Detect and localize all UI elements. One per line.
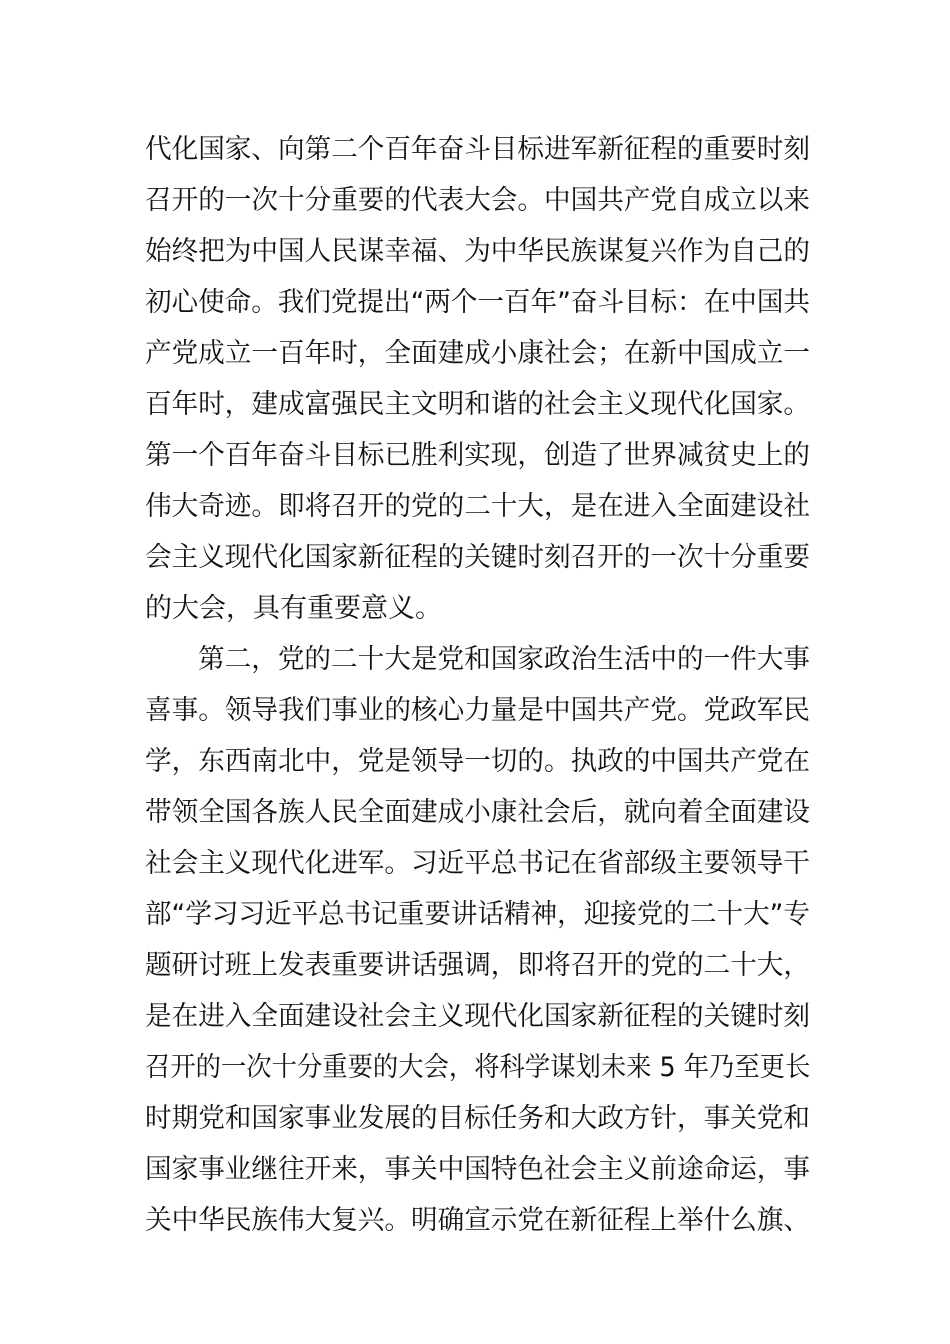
text-line: 产党成立一百年时，全面建成小康社会；在新中国成立一 bbox=[145, 338, 810, 369]
text-line: 题研讨班上发表重要讲话强调，即将召开的党的二十大， bbox=[145, 950, 810, 981]
text-line: 社会主义现代化进军。习近平总书记在省部级主要领导干 bbox=[145, 848, 810, 879]
text-line: 第一个百年奋斗目标已胜利实现，创造了世界减贫史上的 bbox=[145, 440, 810, 471]
text-line: 部“学习习近平总书记重要讲话精神，迎接党的二十大”专 bbox=[145, 899, 810, 930]
text-line: 学，东西南北中，党是领导一切的。执政的中国共产党在 bbox=[145, 746, 810, 777]
text-line: 带领全国各族人民全面建成小康社会后，就向着全面建设 bbox=[145, 797, 810, 828]
text-line: 会主义现代化国家新征程的关键时刻召开的一次十分重要 bbox=[145, 542, 810, 573]
text-line: 百年时，建成富强民主文明和谐的社会主义现代化国家。 bbox=[145, 389, 810, 420]
text-line: 的大会，具有重要意义。 bbox=[145, 593, 442, 624]
text-line: 代化国家、向第二个百年奋斗目标进军新征程的重要时刻 bbox=[145, 134, 810, 165]
text-line: 时期党和国家事业发展的目标任务和大政方针，事关党和 bbox=[145, 1103, 810, 1134]
paragraph-start-line: 第二，党的二十大是党和国家政治生活中的一件大事 bbox=[198, 644, 810, 675]
text-line: 召开的一次十分重要的代表大会。中国共产党自成立以来 bbox=[145, 185, 810, 216]
text-line: 是在进入全面建设社会主义现代化国家新征程的关键时刻 bbox=[145, 1001, 810, 1032]
text-line: 初心使命。我们党提出“两个一百年”奋斗目标：在中国共 bbox=[145, 287, 810, 318]
text-line: 国家事业继往开来，事关中国特色社会主义前途命运，事 bbox=[145, 1154, 810, 1185]
text-line: 伟大奇迹。即将召开的党的二十大，是在进入全面建设社 bbox=[145, 491, 810, 522]
text-line: 召开的一次十分重要的大会，将科学谋划未来 5 年乃至更长 bbox=[145, 1052, 811, 1083]
text-line: 关中华民族伟大复兴。明确宣示党在新征程上举什么旗、 bbox=[145, 1205, 810, 1236]
text-line: 始终把为中国人民谋幸福、为中华民族谋复兴作为自己的 bbox=[145, 236, 810, 267]
text-line: 喜事。领导我们事业的核心力量是中国共产党。党政军民 bbox=[145, 695, 810, 726]
